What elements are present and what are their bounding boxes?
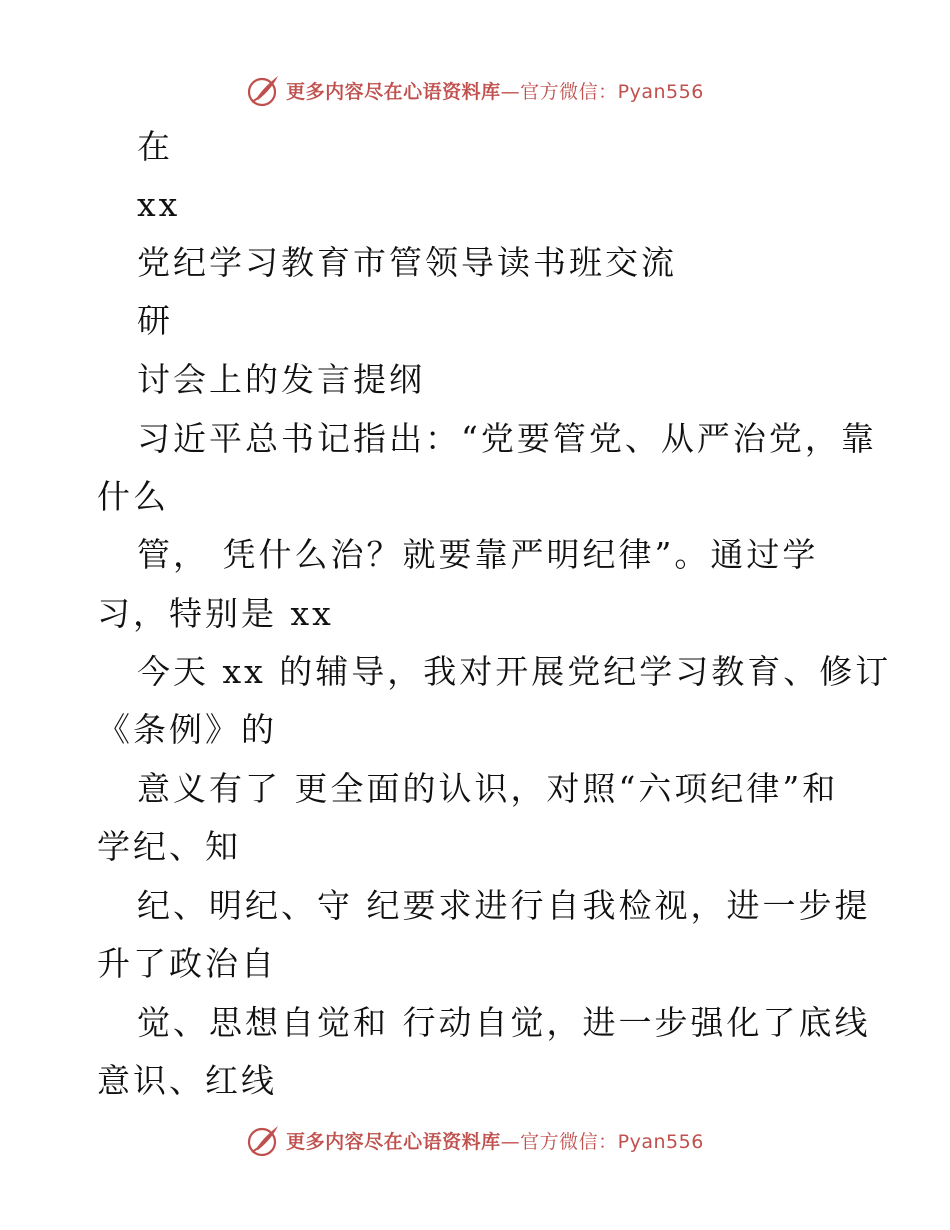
body-line: 什么 — [97, 477, 169, 516]
body-line: 管， 凭什么治？就要靠严明纪律”。通过学 — [137, 535, 819, 574]
body-line: 讨会上的发言提纲 — [137, 360, 425, 399]
body-line: xx — [137, 185, 181, 224]
feather-pen-logo-icon — [246, 1122, 282, 1158]
watermark-sub-text: —官方微信：Pyan556 — [500, 80, 704, 103]
body-line: 意识、红线 — [97, 1061, 277, 1100]
body-line: 习，特别是 xx — [97, 594, 334, 633]
watermark-main-text: 更多内容尽在心语资料库 — [286, 80, 501, 103]
body-line: 升了政治自 — [97, 944, 277, 983]
body-line: 在 — [137, 127, 173, 166]
body-line: 《条例》的 — [97, 710, 277, 749]
body-line: 习近平总书记指出：“党要管党、从严治党，靠 — [137, 419, 877, 458]
body-line: 今天 xx 的辅导，我对开展党纪学习教育、修订 — [137, 652, 892, 691]
body-line: 党纪学习教育市管领导读书班交流 — [137, 243, 677, 282]
body-line: 意义有了 更全面的认识，对照“六项纪律”和 — [137, 769, 839, 808]
body-line: 纪、明纪、守 纪要求进行自我检视，进一步提 — [137, 886, 871, 925]
body-line: 学纪、知 — [97, 827, 241, 866]
watermark-sub-text: —官方微信：Pyan556 — [500, 1130, 704, 1153]
body-line: 觉、思想自觉和 行动自觉，进一步强化了底线 — [137, 1003, 871, 1042]
watermark-footer — [0, 1120, 950, 1160]
watermark-main-text: 更多内容尽在心语资料库 — [286, 1130, 501, 1153]
body-line: 研 — [137, 301, 173, 340]
